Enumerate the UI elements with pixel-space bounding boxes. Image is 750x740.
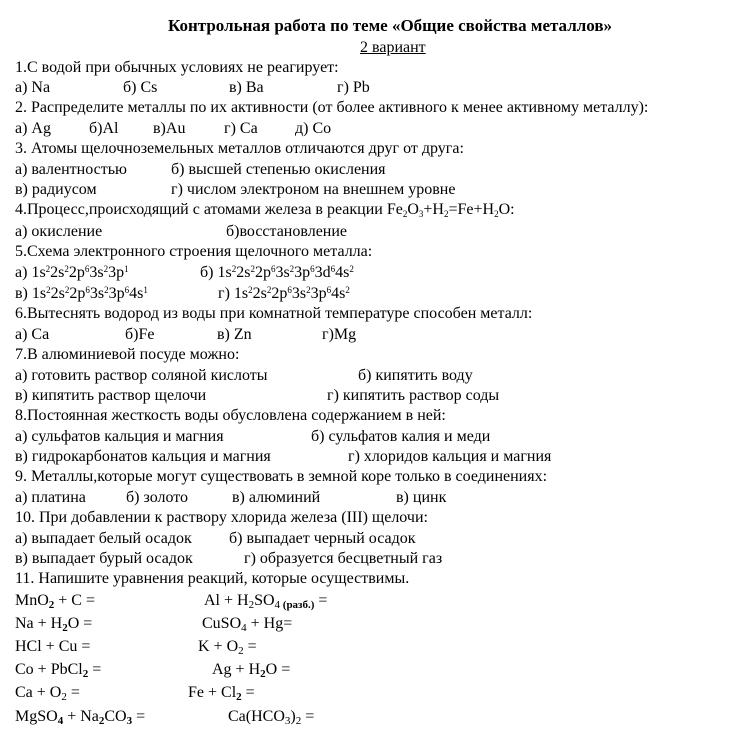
q8-option-a: а) сульфатов кальция и магния	[15, 428, 224, 445]
q10-option-b: б) выпадает черный осадок	[229, 530, 416, 547]
q9-option-c: в) алюминий	[232, 489, 321, 506]
q1-option-a: а) Na	[15, 79, 51, 96]
question-1: 1.С водой при обычных условиях не реагирует:	[15, 59, 339, 76]
equation-ca-o2: $Ca + O_2$ =	[15, 684, 80, 703]
question-7: 7.В алюминиевой посуде можно:	[15, 346, 240, 363]
equation-al-h2so4: $Al + H_2SO_4$ $_{(разб.)}$ =	[204, 592, 328, 611]
q2-option-d: г) Ca	[224, 120, 258, 137]
q6-option-d: г)Mg	[322, 326, 357, 343]
q5-option-c: в) $1s^22s^22p^63s^23p^64s^1$	[15, 285, 148, 302]
question-11: 11. Напишите уравнения реакций, которые осуществимы.	[15, 570, 410, 587]
equation-mgso4-na2co3: MgSO$_4$ + $Na_2CO_3$ =	[15, 708, 146, 727]
q10-option-d: г) образуется бесцветный газ	[244, 550, 443, 567]
q4-reaction-formula: $Fe_2O_3+H_2=Fe+H_2O$:	[386, 201, 515, 219]
q2-option-a: а) Ag	[15, 120, 51, 137]
q3-option-d: г) числом электроном на внешнем уровне	[171, 181, 456, 198]
q10-option-c: в) выпадает бурый осадок	[15, 550, 193, 567]
q2-option-e: д) Co	[295, 120, 332, 137]
q7-option-d: г) кипятить раствор соды	[327, 387, 500, 404]
equation-mno2-c: MnO$_2$ + C =	[15, 592, 95, 611]
q5-option-a: а) $1s^22s^22p^63s^23p^1$	[15, 264, 129, 281]
question-4	[15, 200, 515, 220]
variant-label: 2 вариант	[360, 39, 426, 56]
q5-option-b: б) $1s^22s^22p^63s^23p^63d^64s^2$	[200, 264, 354, 281]
equation-na-h2o: $Na + H_2O$ =	[15, 615, 93, 634]
q3-option-a: а) валентностью	[15, 161, 127, 178]
q4-option-b: б)восстановление	[226, 223, 348, 240]
question-10: 10. При добавлении к раствору хлорида железа (III) щелочи:	[15, 509, 428, 526]
q9-option-b: б) золото	[126, 489, 189, 506]
q8-option-b: б) сульфатов калия и меди	[311, 428, 491, 445]
q9-option-d: в) цинк	[396, 489, 447, 506]
question-8: 8.Постоянная жесткость воды обусловлена содержанием в ней:	[15, 407, 446, 424]
q8-option-c: в) гидрокарбонатов кальция и магния	[15, 448, 271, 465]
question-6: 6.Вытеснять водород из воды при комнатной температуре способен металл:	[15, 305, 533, 322]
equation-ag-h2o: $Ag + H_2O$ =	[212, 661, 291, 680]
equation-co-pbcl2: Co + PbCl$_2$ =	[15, 661, 102, 680]
q10-option-a: а) выпадает белый осадок	[15, 530, 192, 547]
q5-option-d: г) $1s^22s^22p^63s^23p^64s^2$	[218, 285, 350, 302]
q1-option-c: в) Ba	[229, 79, 264, 96]
question-9: 9. Металлы,которые могут существовать в земной коре только в соединениях:	[15, 468, 548, 485]
question-5: 5.Схема электронного строения щелочного металла:	[15, 243, 373, 260]
q8-option-d: г) хлоридов кальция и магния	[348, 448, 552, 465]
equation-ca-hco3-2: $Ca(HCO_3)_2$ =	[228, 708, 315, 727]
equation-k-o2: $K + O_2$ =	[198, 638, 257, 657]
q4-option-a: а) окисление	[15, 223, 103, 240]
q6-option-b: б)Fe	[125, 326, 155, 343]
worksheet-title: Контрольная работа по теме «Общие свойства металлов»	[168, 16, 613, 35]
equation-cuso4-hg: CuSO$_4$ + Hg=	[202, 615, 293, 634]
q7-option-c: в) кипятить раствор щелочи	[15, 387, 207, 404]
q4-text: 4.Процесс,происходящий с атомами железа в реакции	[15, 201, 383, 218]
question-2: 2. Распределите металлы по их активности (от более активного к менее активному металлу):	[15, 99, 649, 116]
equation-fe-cl2: $Fe + Cl_2$ =	[188, 684, 255, 703]
q1-option-b: б) Cs	[123, 79, 158, 96]
q6-option-a: а) Ca	[15, 326, 50, 343]
equation-hcl-cu: HCl + Cu =	[15, 638, 91, 655]
q3-option-b: б) высшей степенью окисления	[171, 161, 386, 178]
q7-option-a: а) готовить раствор соляной кислоты	[15, 367, 268, 384]
q3-option-c: в) радиусом	[15, 181, 97, 198]
q2-option-b: б)Al	[89, 120, 119, 137]
q9-option-a: а) платина	[15, 489, 86, 506]
q1-option-d: г) Pb	[337, 79, 370, 96]
q2-option-c: в)Au	[153, 120, 186, 137]
q7-option-b: б) кипятить воду	[358, 367, 473, 384]
q6-option-c: в) Zn	[217, 326, 252, 343]
question-3: 3. Атомы щелочноземельных металлов отличаются друг от друга:	[15, 140, 464, 157]
